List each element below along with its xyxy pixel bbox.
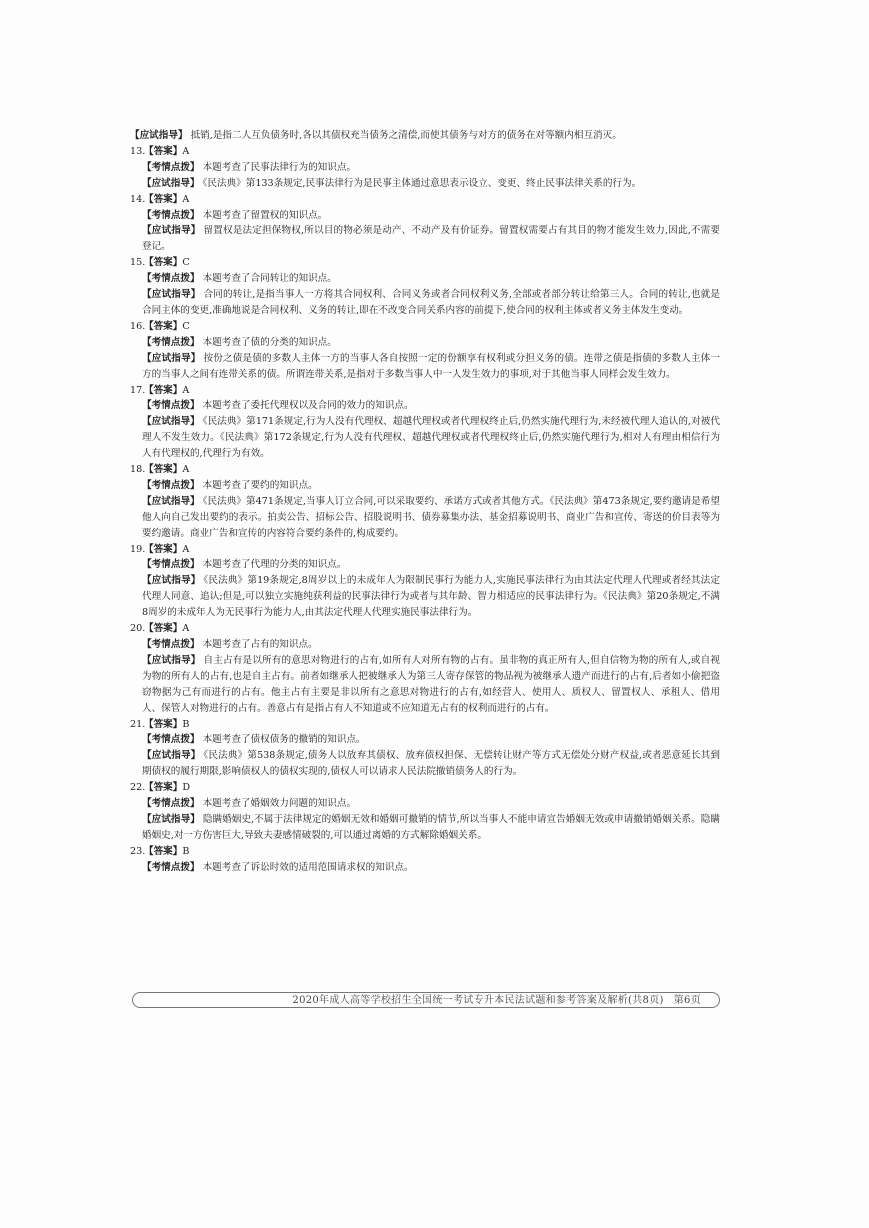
answer-tag: 【答案】 [144,464,183,476]
point-text: 本题考查了合同转让的知识点。 [202,273,337,285]
guide-tag: 【应试指导】 [142,495,200,507]
answer-tag: 【答案】 [144,782,183,794]
question-item [130,621,720,716]
question-item [130,192,720,256]
point-text: 本题考查了民事法律行为的知识点。 [202,161,357,173]
question-item [130,462,720,542]
answer-value: A [182,543,190,555]
point-paragraph [130,160,720,176]
guide-tag: 【应试指导】 [142,654,201,666]
point-tag: 【考情点拨】 [142,161,200,173]
answer-tag: 【答案】 [144,320,183,332]
point-tag: 【考情点拨】 [142,639,200,650]
guide-paragraph [130,748,720,780]
answer-line [130,319,720,335]
answer-explanations [130,128,720,876]
question-item [130,383,720,463]
point-paragraph [130,208,720,224]
point-paragraph [130,398,720,414]
guide-text: 《民法典》第19条规定,8周岁以上的未成年人为限制民事行为能力人,实施民事法律行为由其法定代理人代理或者经其法定代理人同意、追认;但是,可以独立实施纯获利益的民事法律行为或者与其年龄、智力相适应的民事法律行为。《民法典》第20条规定,不满8周岁的未成年人为无民事行为能力人,由其法定代理人代理实施民事法律行为。 [142,575,721,619]
guide-text: 自主占有是以所有的意思对物进行的占有,如所有人对所有物的占有。虽非物的真正所有人,但自信物为物的所有人,或自视为物的所有人的占有,也是自主占有。前者如继承人把被继承人为第三人寄存保管的物品视为被继承人遗产而进行的占有,后者如小偷把盗窃物据为己有而进行的占有。他主占有主要是非以所有之意思对物进行的占有,如经营人、使用人、质权人、留置权人、承租人、借用人、保管人对物进行的占有。善意占有是指占有人不知道或不应知道无占有的权利而进行的占有。 [142,654,721,714]
answer-tag: 【答案】 [144,257,183,269]
point-tag: 【考情点拨】 [142,273,200,285]
point-paragraph [130,732,720,748]
answer-tag: 【答案】 [144,623,183,635]
question-number: 17. [130,384,146,396]
question-item [130,319,720,383]
point-paragraph [130,860,720,876]
point-tag: 【考情点拨】 [142,479,200,491]
guide-text: 合同的转让,是指当事人一方将其合同权利、合同义务或者合同权利义务,全部或者部分转让给第三人。合同的转让,也就是合同主体的变更,准确地说是合同权利、义务的转让,即在不改变合同关系内容的前提下,使合同的权利主体或者义务主体发生变动。 [142,289,721,316]
point-paragraph [130,557,720,573]
question-item [130,717,720,781]
guide-text: 《民法典》第171条规定,行为人没有代理权、超越代理权或者代理权终止后,仍然实施代理行为,未经被代理人追认的,对被代理人不发生效力。《民法典》第172条规定,行为人没有代理权、超越代理权或者代理权终止后,仍然实施代理行为,相对人有理由相信行为人有代理权的,代理行为有效。 [142,416,720,460]
answer-value: A [182,193,190,205]
guide-paragraph [130,494,720,542]
guide-tag: 【应试指导】 [142,177,200,189]
point-text: 本题考查了留置权的知识点。 [202,209,328,221]
question-item [130,780,720,844]
answer-tag: 【答案】 [144,384,183,396]
question-number: 21. [130,718,146,730]
point-text: 本题考查了占有的知识点。 [202,639,318,650]
answer-value: A [182,464,190,476]
point-paragraph [130,335,720,351]
answer-line [130,542,720,558]
guide-text: 《民法典》第133条规定,民事法律行为是民事主体通过意思表示设立、变更、终止民事法律关系的行为。 [202,177,642,189]
question-number: 22. [130,782,146,794]
answer-line [130,192,720,208]
answer-line [130,255,720,271]
point-paragraph [130,796,720,812]
answer-value: A [182,623,190,635]
guide-text: 抵销,是指二人互负债务时,各以其债权充当债务之清偿,而使其债务与对方的债务在对等额内相互消灭。 [190,130,622,141]
answer-value: A [182,384,190,396]
guide-paragraph [130,414,720,462]
question-number: 15. [130,257,146,269]
point-tag: 【考情点拨】 [142,336,200,348]
guide-tag: 【应试指导】 [142,225,201,237]
answer-tag: 【答案】 [144,145,183,157]
answer-value: A [182,145,190,157]
point-tag: 【考情点拨】 [142,734,200,746]
question-number: 19. [130,543,146,555]
guide-text: 《民法典》第538条规定,债务人以放弃其债权、放弃债权担保、无偿转让财产等方式无偿处分财产权益,或者恶意延长其到期债权的履行期限,影响债权人的债权实现的,债权人可以请求人民法院撤销债务人的行为。 [142,750,721,778]
answer-value: C [182,320,190,332]
answer-line [130,383,720,399]
answer-tag: 【答案】 [144,193,183,205]
answer-tag: 【答案】 [144,718,183,730]
page-footer [132,992,720,1008]
footer-title: 2020年成人高等学校招生全国统一考试专升本民法试题和参考答案及解析(共8页) [292,995,664,1006]
answer-tag: 【答案】 [144,543,183,555]
footer-page-number: 第6页 [673,995,701,1006]
point-tag: 【考情点拨】 [142,400,200,412]
answer-line [130,717,720,733]
answer-line [130,462,720,478]
question-number: 20. [130,623,146,635]
point-tag: 【考情点拨】 [142,559,200,571]
question-item [130,542,720,622]
question-number: 14. [130,193,146,205]
guide-tag: 【应试指导】 [142,813,200,825]
intro-guide [130,128,720,144]
guide-paragraph [130,573,720,621]
guide-paragraph [130,176,720,192]
point-text: 本题考查了要约的知识点。 [202,479,318,491]
question-list [130,144,720,876]
point-paragraph [130,271,720,287]
guide-paragraph [130,653,720,717]
answer-value: B [182,718,190,730]
guide-tag: 【应试指导】 [130,130,188,141]
guide-paragraph [130,287,720,319]
answer-tag: 【答案】 [144,845,183,857]
guide-tag: 【应试指导】 [142,575,201,587]
point-text: 本题考查了债权债务的撤销的知识点。 [202,734,366,746]
point-tag: 【考情点拨】 [142,209,200,221]
question-number: 13. [130,145,146,157]
question-number: 18. [130,464,146,476]
guide-paragraph [130,812,720,844]
guide-tag: 【应试指导】 [142,289,201,301]
answer-value: B [182,845,190,857]
guide-text: 留置权是法定担保物权,所以目的物必须是动产、不动产及有价证券。留置权需要占有其目的物才能发生效力,因此,不需要登记。 [142,225,721,253]
answer-line [130,144,720,160]
answer-value: D [182,782,191,794]
point-tag: 【考情点拨】 [142,861,200,873]
point-text: 本题考查了诉讼时效的适用范围请求权的知识点。 [202,861,414,873]
guide-paragraph [130,351,720,383]
question-number: 16. [130,320,146,332]
answer-line [130,780,720,796]
answer-value: C [182,257,190,269]
guide-text: 《民法典》第471条规定,当事人订立合同,可以采取要约、承诺方式或者其他方式。《民法典》第473条规定,要约邀请是希望他人向自己发出要约的表示。拍卖公告、招标公告、招股说明书、债券募集办法、基金招募说明书、商业广告和宣传、寄送的价目表等为要约邀请。商业广告和宣传的内容符合要约条件的,构成要约。 [142,495,721,539]
point-tag: 【考情点拨】 [142,798,200,810]
point-text: 本题考查了债的分类的知识点。 [202,336,337,348]
guide-text: 按份之债是债的多数人主体一方的当事人各自按照一定的份额享有权利或分担义务的债。连带之债是指债的多数人主体一方的当事人之间有连带关系的债。所谓连带关系,是指对于多数当事人中一人发生效力的事项,对于其他当事人同样会发生效力。 [142,352,721,380]
point-paragraph [130,637,720,653]
point-text: 本题考查了代理的分类的知识点。 [202,559,347,571]
point-text: 本题考查了委托代理权以及合同的效力的知识点。 [202,400,414,412]
answer-line [130,844,720,860]
guide-paragraph [130,223,720,255]
point-paragraph [130,478,720,494]
question-number: 23. [130,845,146,857]
point-text: 本题考查了婚姻效力问题的知识点。 [202,798,357,810]
guide-tag: 【应试指导】 [142,750,201,762]
question-item [130,844,720,876]
question-item [130,255,720,319]
guide-tag: 【应试指导】 [142,352,201,364]
question-item [130,144,720,192]
guide-tag: 【应试指导】 [142,416,200,428]
answer-line [130,621,720,637]
guide-text: 隐瞒婚姻史,不属于法律规定的婚姻无效和婚姻可撤销的情节,所以当事人不能申请宣告婚姻无效或申请撤销婚姻关系。隐瞒婚姻史,对一方伤害巨大,导致夫妻感情破裂的,可以通过离婚的方式解除婚姻关系。 [142,813,720,841]
